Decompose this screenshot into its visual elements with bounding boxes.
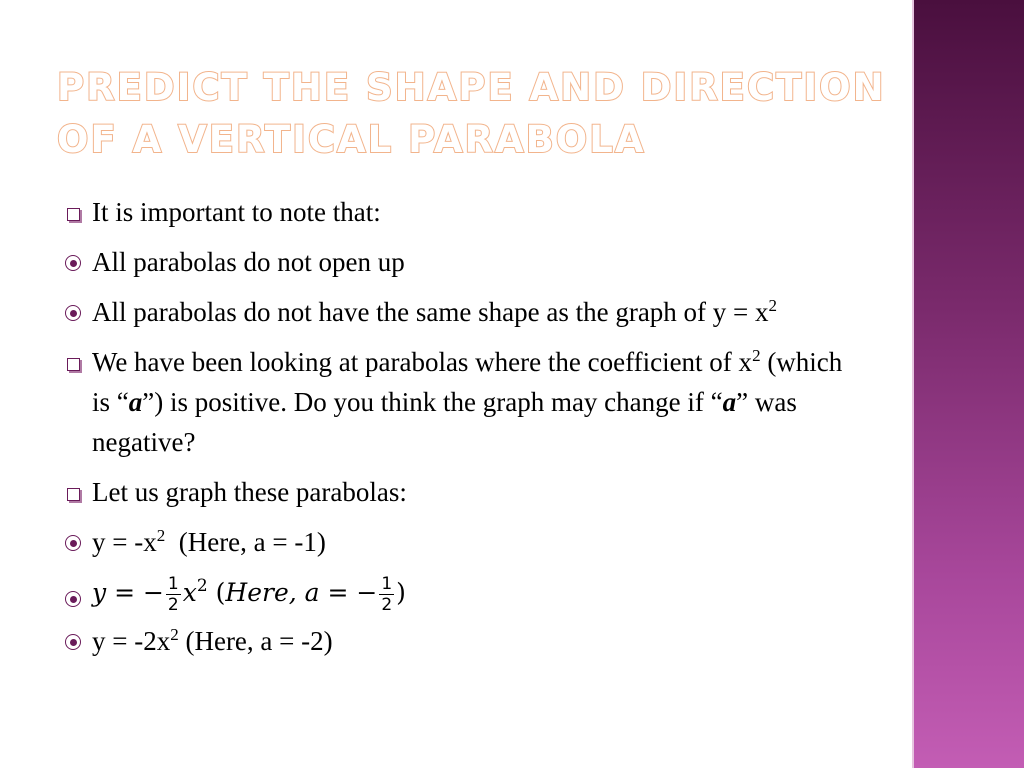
square-bullet-icon (62, 342, 84, 382)
exponent: 2 (752, 346, 761, 365)
slide-title-line-1: PREDICT THE SHAPE AND DIRECTION (57, 66, 886, 109)
equation-x: x (182, 578, 197, 607)
circle-bullet-icon (62, 578, 84, 618)
circle-bullet-icon (62, 621, 84, 661)
fraction-denominator: 2 (167, 595, 179, 615)
bullet-item (62, 522, 862, 562)
bullet-text: (which is “ (92, 347, 843, 417)
slide-title (57, 62, 887, 166)
bullet-item (62, 472, 862, 512)
paren-open: ( (207, 578, 226, 607)
bullet-item (62, 621, 862, 661)
coefficient-a: a (722, 387, 737, 417)
equation-note: (Here, a = -2) (178, 626, 333, 656)
fraction-numerator: 1 (381, 574, 393, 594)
square-bullet-icon (62, 192, 84, 232)
equation: y = -x (92, 527, 157, 557)
circle-bullet-icon (62, 522, 84, 562)
exponent: 2 (196, 576, 208, 596)
bullet-text: It is important to note that: (92, 197, 381, 227)
exponent: 2 (768, 296, 778, 315)
bullet-item (62, 192, 862, 232)
bullet-text: We have been looking at parabolas where the coefficient of x (92, 347, 753, 377)
decorative-side-bar (912, 0, 1024, 768)
paren-close: ) (396, 578, 406, 607)
exponent: 2 (156, 526, 166, 545)
equation: y = -2x (92, 626, 171, 656)
slide-content (62, 192, 862, 671)
coefficient-a: a (128, 387, 143, 417)
fraction-denominator: 2 (381, 595, 393, 615)
equation-note: (Here, a = -1) (165, 527, 326, 557)
fraction (379, 574, 394, 615)
equation-math (92, 574, 406, 615)
square-bullet-icon (62, 472, 84, 512)
exponent: 2 (170, 625, 179, 644)
bullet-item (62, 342, 862, 462)
bullet-text: ” was negative? (92, 387, 797, 457)
bullet-item (62, 572, 862, 615)
bullet-text: All parabolas do not open up (92, 247, 405, 277)
bullet-item (62, 242, 862, 282)
bullet-text: ”) is positive. Do you think the graph may change if “ (142, 387, 723, 417)
bullet-text: All parabolas do not have the same shape as the graph of y = x (92, 297, 769, 327)
slide-title-line-2: OF A VERTICAL PARABOLA (57, 118, 646, 161)
fraction-numerator: 1 (167, 574, 179, 594)
equation-lhs: y = − (92, 578, 164, 607)
circle-bullet-icon (62, 242, 84, 282)
circle-bullet-icon (62, 292, 84, 332)
bullet-item (62, 292, 862, 332)
equation-note: Here, a = − (225, 578, 378, 607)
fraction (166, 574, 181, 615)
bullet-text: Let us graph these parabolas: (92, 477, 407, 507)
